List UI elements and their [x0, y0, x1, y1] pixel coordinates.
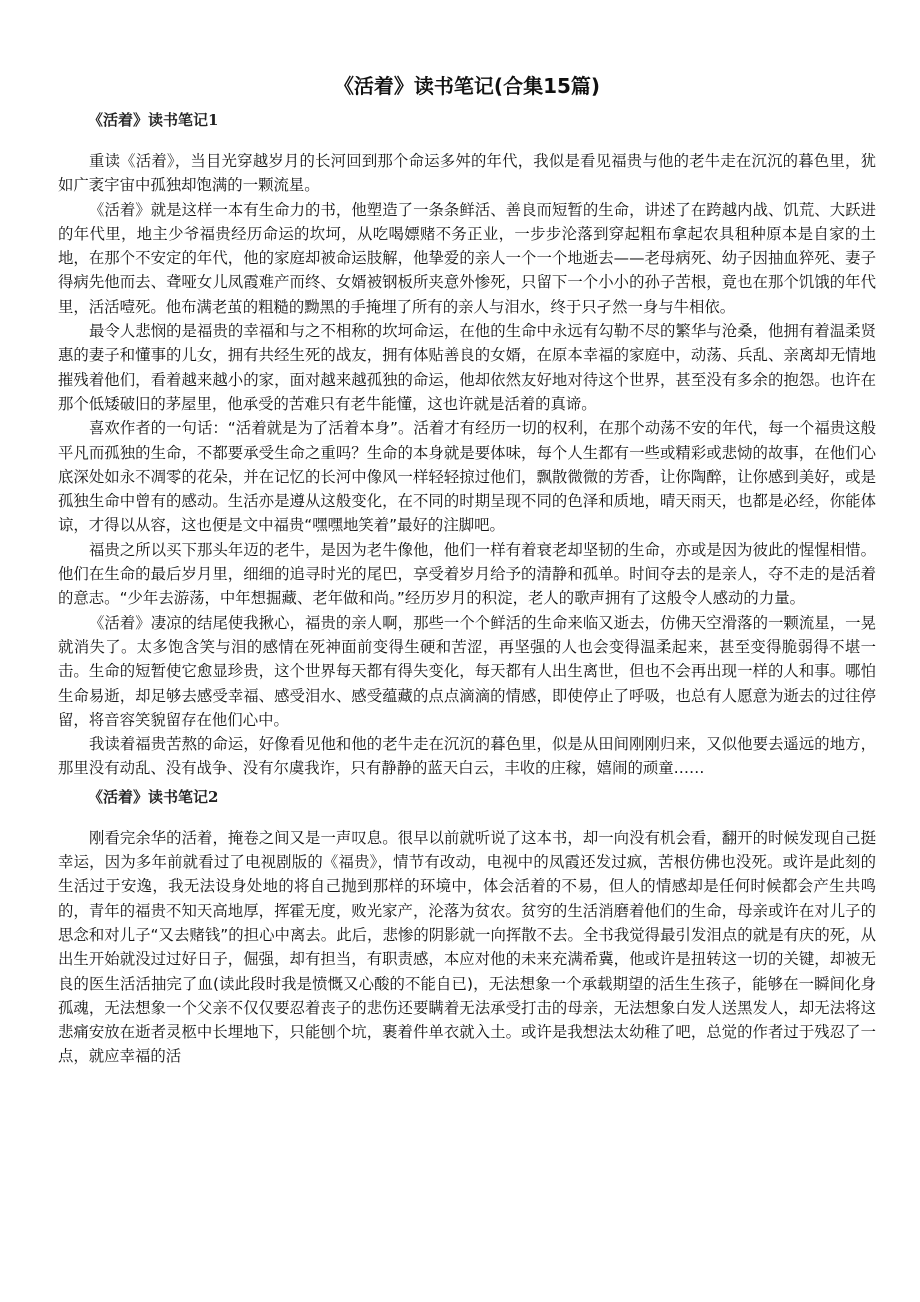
section-heading: 《活着》读书笔记2 [88, 787, 219, 806]
paragraph: 我读着福贵苦熬的命运，好像看见他和他的老牛走在沉沉的暮色里，似是从田间刚刚归来，又似他要去遥远的地方，那里没有动乱、没有战争、没有尔虞我诈，只有静静的蓝天白云，丰收的庄稼，嬉闹的顽童…… [58, 735, 876, 778]
paragraph: 重读《活着》，当目光穿越岁月的长河回到那个命运多舛的年代，我似是看见福贵与他的老牛走在沉沉的暮色里，犹如广袤宇宙中孤独却饱满的一颗流星。 [58, 152, 876, 195]
paragraph: 《活着》凄凉的结尾使我揪心，福贵的亲人啊，那些一个个鲜活的生命来临又逝去，仿佛天空滑落的一颗流星，一晃就消失了。太多饱含笑与泪的感情在死神面前变得生硬和苦涩，再坚强的人也会变得温柔起来，甚至变得脆弱得不堪一击。生命的短暂使它愈显珍贵，这个世界每天都有得失变化，每天都有人出生离世，但也不会再出现一样的人和事。哪怕生命易逝，却足够去感受幸福、感受泪水、感受蕴藏的点点滴滴的情感，即使停止了呼吸，也总有人愿意为逝去的过往停留，将音容笑貌留存在他们心中。 [58, 613, 876, 729]
paragraph: 最令人悲悯的是福贵的幸福和与之不相称的坎坷命运，在他的生命中永远有勾勒不尽的繁华与沧桑，他拥有着温柔贤惠的妻子和懂事的儿女，拥有共经生死的战友，拥有体贴善良的女婿，在原本幸福的家庭中，动荡、兵乱、亲离却无情地摧残着他们，看着越来越小的家，面对越来越孤独的命运，他却依然友好地对待这个世界，甚至没有多余的抱怨。也许在那个低矮破旧的茅屋里，他承受的苦难只有老牛能懂，这也许就是活着的真谛。 [58, 322, 876, 413]
document-page [58, 0, 876, 1069]
paragraph: 喜欢作者的一句话：“活着就是为了活着本身”。活着才有经历一切的权利，在那个动荡不安的年代，每一个福贵这般平凡而孤独的生命，不都要承受生命之重吗？生命的本身就是要体味，每个人生都有一些或精彩或悲恸的故事，在他们心底深处如永不凋零的花朵，并在记忆的长河中像风一样轻轻掠过他们，飘散微微的芳香，让你陶醉，让你感到美好，或是孤独生命中曾有的感动。生活亦是遵从这般变化，在不同的时期呈现不同的色泽和质地，晴天雨天，也都是必经，你能体谅，才得以从容，这也便是文中福贵“嘿嘿地笑着”最好的注脚吧。 [58, 419, 876, 535]
paragraph: 福贵之所以买下那头年迈的老牛，是因为老牛像他，他们一样有着衰老却坚韧的生命，亦或是因为彼此的惺惺相惜。他们在生命的最后岁月里，细细的追寻时光的尾巴，享受着岁月给予的清静和孤单。时间夺去的是亲人，夺不走的是活着的意志。“少年去游荡，中年想掘藏、老年做和尚。”经历岁月的积淀，老人的歌声拥有了这般令人感动的力量。 [58, 540, 876, 608]
document-title: 《活着》读书笔记(合集15篇) [333, 74, 601, 98]
paragraph: 《活着》就是这样一本有生命力的书，他塑造了一条条鲜活、善良而短暂的生命，讲述了在跨越内战、饥荒、大跃进的年代里，地主少爷福贵经历命运的坎坷，从吃喝嫖赌不务正业，一步步沦落到穿起粗布拿起农具租种原本是自家的土地，在那个不安定的年代，他的家庭却被命运肢解，他挚爱的亲人一个一个地逝去——老母病死、幼子因抽血猝死、妻子得病先他而去、聋哑女儿凤霞难产而终、女婿被钢板所夹意外惨死，只留下一个小小的孙子苦根，竟也在那个饥饿的年代里，活活噎死。他布满老茧的粗糙的黝黑的手掩埋了所有的亲人与泪水，终于只孑然一身与牛相依。 [58, 200, 876, 316]
section-1 [58, 104, 876, 781]
section-heading: 《活着》读书笔记1 [88, 111, 219, 129]
spacer [58, 136, 876, 149]
section-2 [58, 781, 876, 1069]
spacer [58, 813, 876, 826]
paragraph: 刚看完余华的活着，掩卷之间又是一声叹息。很早以前就听说了这本书，却一向没有机会看，翻开的时候发现自己挺幸运，因为多年前就看过了电视剧版的《福贵》，情节有改动，电视中的凤霞还发过疯，苦根仿佛也没死。或许是此刻的生活过于安逸，我无法设身处地的将自己抛到那样的环境中，体会活着的不易，但人的情感却是任何时候都会产生共鸣的，青年的福贵不知天高地厚，挥霍无度，败光家产，沦落为贫农。贫穷的生活消磨着他们的生命，母亲或许在对儿子的思念和对儿子“又去赌钱”的担心中离去。此后，悲惨的阴影就一向挥散不去。全书我觉得最引发泪点的就是有庆的死，从出生开始就没过过好日子，倔强，却有担当，有职责感，本应对他的未来充满希冀，他或许是扭转这一切的关键，却被无良的医生活活抽完了血(读此段时我是愤慨又心酸的不能自已)，无法想象一个承载期望的活生生孩子，能够在一瞬间化身孤魂，无法想象一个父亲不仅仅要忍着丧子的悲伤还要瞒着无法承受打击的母亲，无法想象白发人送黑发人，却无法将这悲痛安放在逝者灵柩中长埋地下，只能刨个坑，裹着件单衣就入土。或许是我想法太幼稚了吧，总觉的作者过于残忍了一点，就应幸福的活 [58, 828, 876, 1066]
